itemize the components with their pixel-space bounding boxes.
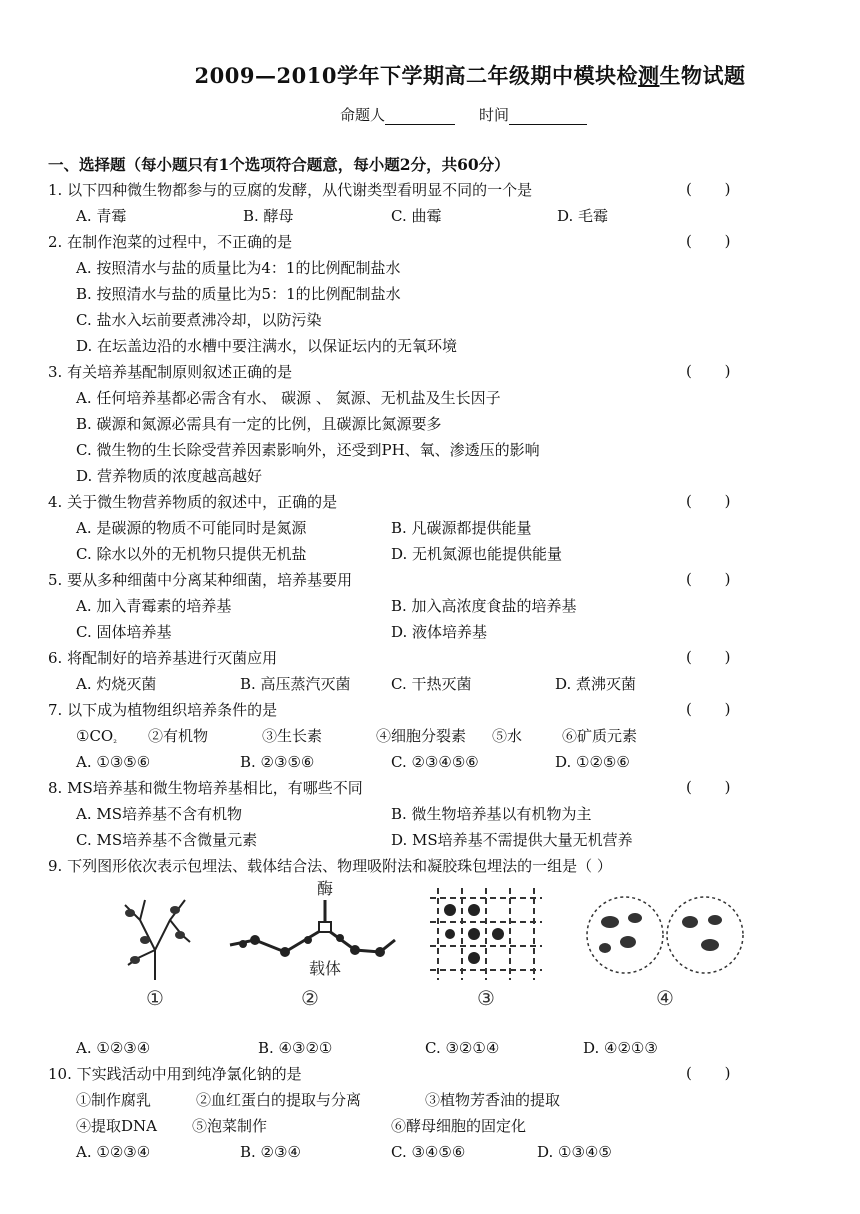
option: B. ②③⑤⑥	[240, 753, 315, 771]
condition-item: ④细胞分裂素	[376, 727, 467, 745]
question-stem: 8. MS培养基和微生物培养基相比，有哪些不同	[48, 779, 363, 797]
option: C. 干热灭菌	[391, 675, 472, 693]
question-stem: 2. 在制作泡菜的过程中，不正确的是	[48, 233, 293, 251]
option: B. 微生物培养基以有机物为主	[391, 805, 592, 823]
question-stem: 7. 以下成为植物组织培养条件的是	[48, 701, 278, 719]
option: A. ①③⑤⑥	[76, 753, 151, 771]
option: A. ①②③④	[76, 1143, 151, 1161]
option: A. 任何培养基都必需含有水、 碳源 、 氮源、无机盐及生长因子	[76, 389, 501, 407]
option: D. ①②⑤⑥	[555, 753, 630, 771]
option: B. 高压蒸汽灭菌	[240, 675, 351, 693]
immobilization-diagram	[100, 880, 760, 1015]
option: D. 煮沸灭菌	[555, 675, 637, 693]
answer-paren: ( )	[686, 492, 731, 510]
practice-item: ⑤泡菜制作	[192, 1117, 268, 1135]
option: B. 碳源和氮源必需具有一定的比例，且碳源比氮源要多	[76, 415, 442, 433]
time-label: 时间	[479, 106, 510, 124]
option: C. ③②①④	[425, 1039, 500, 1057]
option: C. 曲霉	[391, 207, 442, 225]
figure-label: ②	[301, 986, 319, 1010]
figure-label: ①	[146, 986, 164, 1010]
answer-paren: ( )	[686, 778, 731, 796]
option: A. ①②③④	[76, 1039, 151, 1057]
practice-item: ⑥酵母细胞的固定化	[391, 1117, 527, 1135]
practice-item: ④提取DNA	[76, 1117, 157, 1135]
option: B. 按照清水与盐的质量比为5：1的比例配制盐水	[76, 285, 401, 303]
answer-paren: ( )	[686, 1064, 731, 1082]
option: C. ③④⑤⑥	[391, 1143, 466, 1161]
time-blank	[509, 111, 587, 125]
option: B. 酵母	[243, 207, 294, 225]
option: A. 灼烧灭菌	[76, 675, 157, 693]
section-heading: 一、选择题（每小题只有1个选项符合题意，每小题2分，共60分）	[48, 155, 510, 174]
option: B. 加入高浓度食盐的培养基	[391, 597, 577, 615]
option: D. 在坛盖边沿的水槽中要注满水，以保证坛内的无氧环境	[76, 337, 458, 355]
option: D. 毛霉	[557, 207, 609, 225]
answer-paren: ( )	[686, 648, 731, 666]
condition-item: ⑥矿质元素	[562, 727, 638, 745]
option: C. ②③④⑤⑥	[391, 753, 479, 771]
figure-label: ③	[477, 986, 495, 1010]
condition-item: ②有机物	[148, 727, 209, 745]
question-stem: 3. 有关培养基配制原则叙述正确的是	[48, 363, 293, 381]
option: D. 液体培养基	[391, 623, 488, 641]
condition-item: ③生长素	[262, 727, 323, 745]
exam-title	[0, 60, 860, 90]
answer-paren: ( )	[686, 362, 731, 380]
option: A. MS培养基不含有机物	[76, 805, 243, 823]
condition-item: $①CO_{_2}$	[76, 727, 117, 746]
condition-item: ⑤水	[492, 727, 523, 745]
option: A. 加入青霉素的培养基	[76, 597, 232, 615]
answer-paren: ( )	[686, 700, 731, 718]
option: A. 青霉	[76, 207, 127, 225]
answer-paren: ( )	[686, 232, 731, 250]
option: C. 微生物的生长除受营养因素影响外，还受到PH、氧、渗透压的影响	[76, 441, 540, 459]
practice-item: ①制作腐乳	[76, 1091, 152, 1109]
setter-blank	[385, 111, 455, 125]
option: A. 按照清水与盐的质量比为4：1的比例配制盐水	[76, 259, 401, 277]
option: D. MS培养基不需提供大量无机营养	[391, 831, 633, 849]
answer-paren: ( )	[686, 570, 731, 588]
question-stem: 1. 以下四种微生物都参与的豆腐的发酵，从代谢类型看明显不同的一个是	[48, 181, 533, 199]
title-post: 生物试题	[659, 63, 746, 88]
option: D. 无机氮源也能提供能量	[391, 545, 563, 563]
question-stem: 10. 下实践活动中用到纯净氯化钠的是	[48, 1065, 302, 1083]
option: D. ④②①③	[583, 1039, 658, 1057]
setter-label: 命题人	[340, 106, 386, 124]
question-stem: 6. 将配制好的培养基进行灭菌应用	[48, 649, 278, 667]
option: B. ②③④	[240, 1143, 301, 1161]
carrier-label: 载体	[308, 959, 342, 978]
option: C. 除水以外的无机物只提供无机盐	[76, 545, 307, 563]
option: B. 凡碳源都提供能量	[391, 519, 532, 537]
option: B. ④③②①	[258, 1039, 333, 1057]
title-pre: 2009—2010学年下学期高二年级期中模块检	[194, 63, 638, 88]
figure-label: ④	[656, 986, 674, 1010]
exam-meta	[340, 104, 587, 125]
option: C. 固体培养基	[76, 623, 172, 641]
question-stem: 5. 要从多种细菌中分离某种细菌，培养基要用	[48, 571, 353, 589]
practice-item: ③植物芳香油的提取	[425, 1091, 561, 1109]
title-mark: 测	[637, 63, 660, 88]
option: D. 营养物质的浓度越高越好	[76, 467, 263, 485]
option: C. MS培养基不含微量元素	[76, 831, 258, 849]
option: A. 是碳源的物质不可能同时是氮源	[76, 519, 307, 537]
practice-item: ②血红蛋白的提取与分离	[196, 1091, 362, 1109]
figure-4-gel-beads	[587, 897, 743, 973]
enzyme-label: 酶	[316, 880, 334, 898]
question-stem: 9. 下列图形依次表示包埋法、载体结合法、物理吸附法和凝胶珠包埋法的一组是（ ）	[48, 857, 612, 875]
question-stem: 4. 关于微生物营养物质的叙述中，正确的是	[48, 493, 338, 511]
answer-paren: ( )	[686, 180, 731, 198]
option: C. 盐水入坛前要煮沸冷却，以防污染	[76, 311, 322, 329]
option: D. ①③④⑤	[537, 1143, 612, 1161]
